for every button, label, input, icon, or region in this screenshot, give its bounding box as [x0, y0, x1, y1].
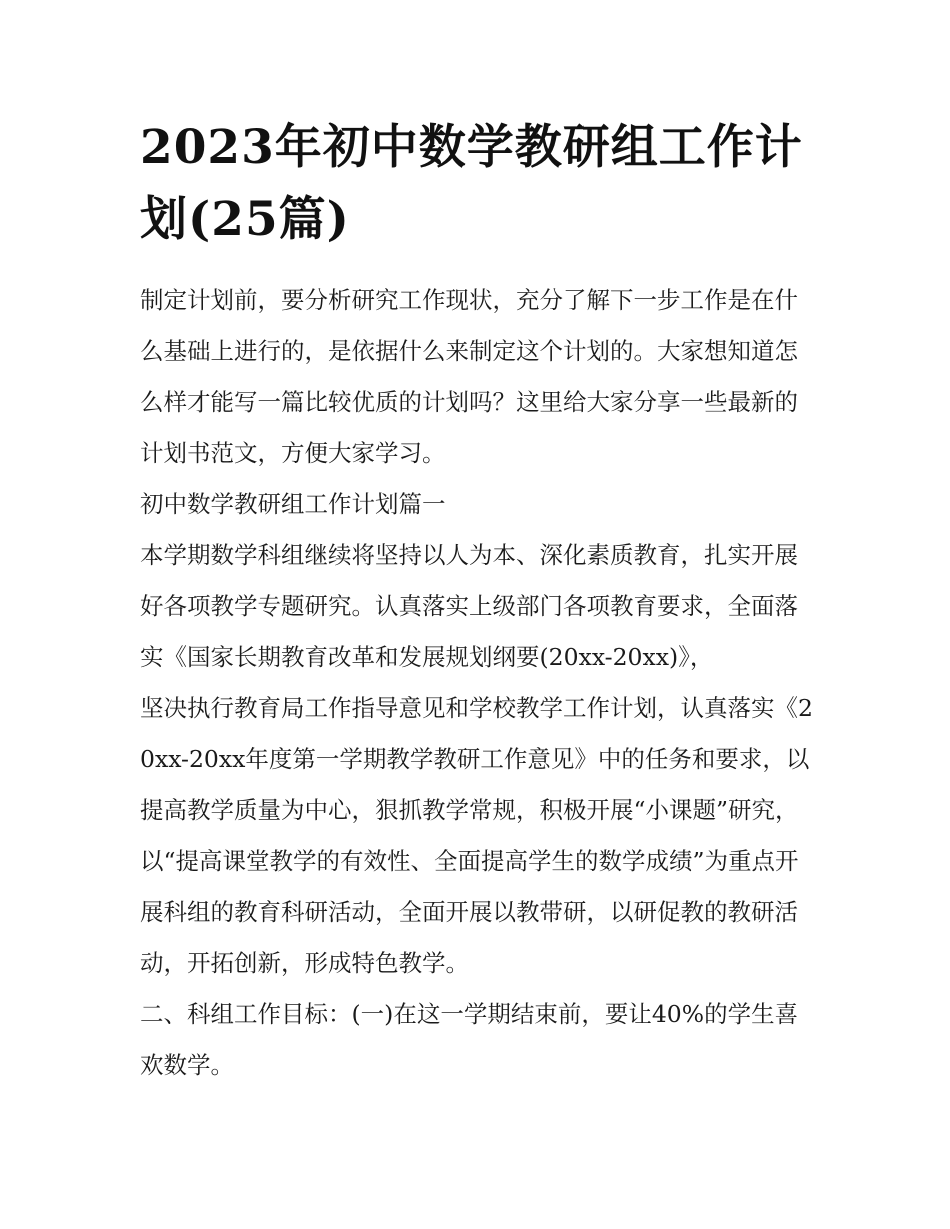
intro-paragraph: 制定计划前，要分析研究工作现状，充分了解下一步工作是在什么基础上进行的，是依据什么来制定这个计划的。大家想知道怎么样才能写一篇比较优质的计划吗？这里给大家分享一些最新的计划书范文，方便大家学习。	[140, 286, 798, 467]
section-heading-part-one: 初中数学教研组工作计划篇一	[140, 490, 446, 518]
body-paragraph-2: 坚决执行教育局工作指导意见和学校教学工作计划，认真落实《20xx-20xx年度第一学期教学教研工作意见》中的任务和要求，以提高教学质量为中心，狠抓教学常规，积极开展“小课题”研究，以“提高课堂教学的有效性、全面提高学生的数学成绩”为重点开展科组的教育科研活动，全面开展以教带研，以研促教的教研活动，开拓创新，形成特色教学。	[140, 694, 813, 977]
document-title: 2023年初中数学教研组工作计划(25篇)	[140, 120, 803, 247]
body-paragraph-1: 本学期数学科组继续将坚持以人为本、深化素质教育，扎实开展好各项教学专题研究。认真落实上级部门各项教育要求，全面落实《国家长期教育改革和发展规划纲要(20xx-20xx)》，	[140, 541, 798, 671]
document-body	[140, 275, 820, 1091]
document-page	[140, 0, 820, 1229]
goals-paragraph: 二、科组工作目标：(一)在这一学期结束前，要让40%的学生喜欢数学。	[140, 1000, 799, 1079]
